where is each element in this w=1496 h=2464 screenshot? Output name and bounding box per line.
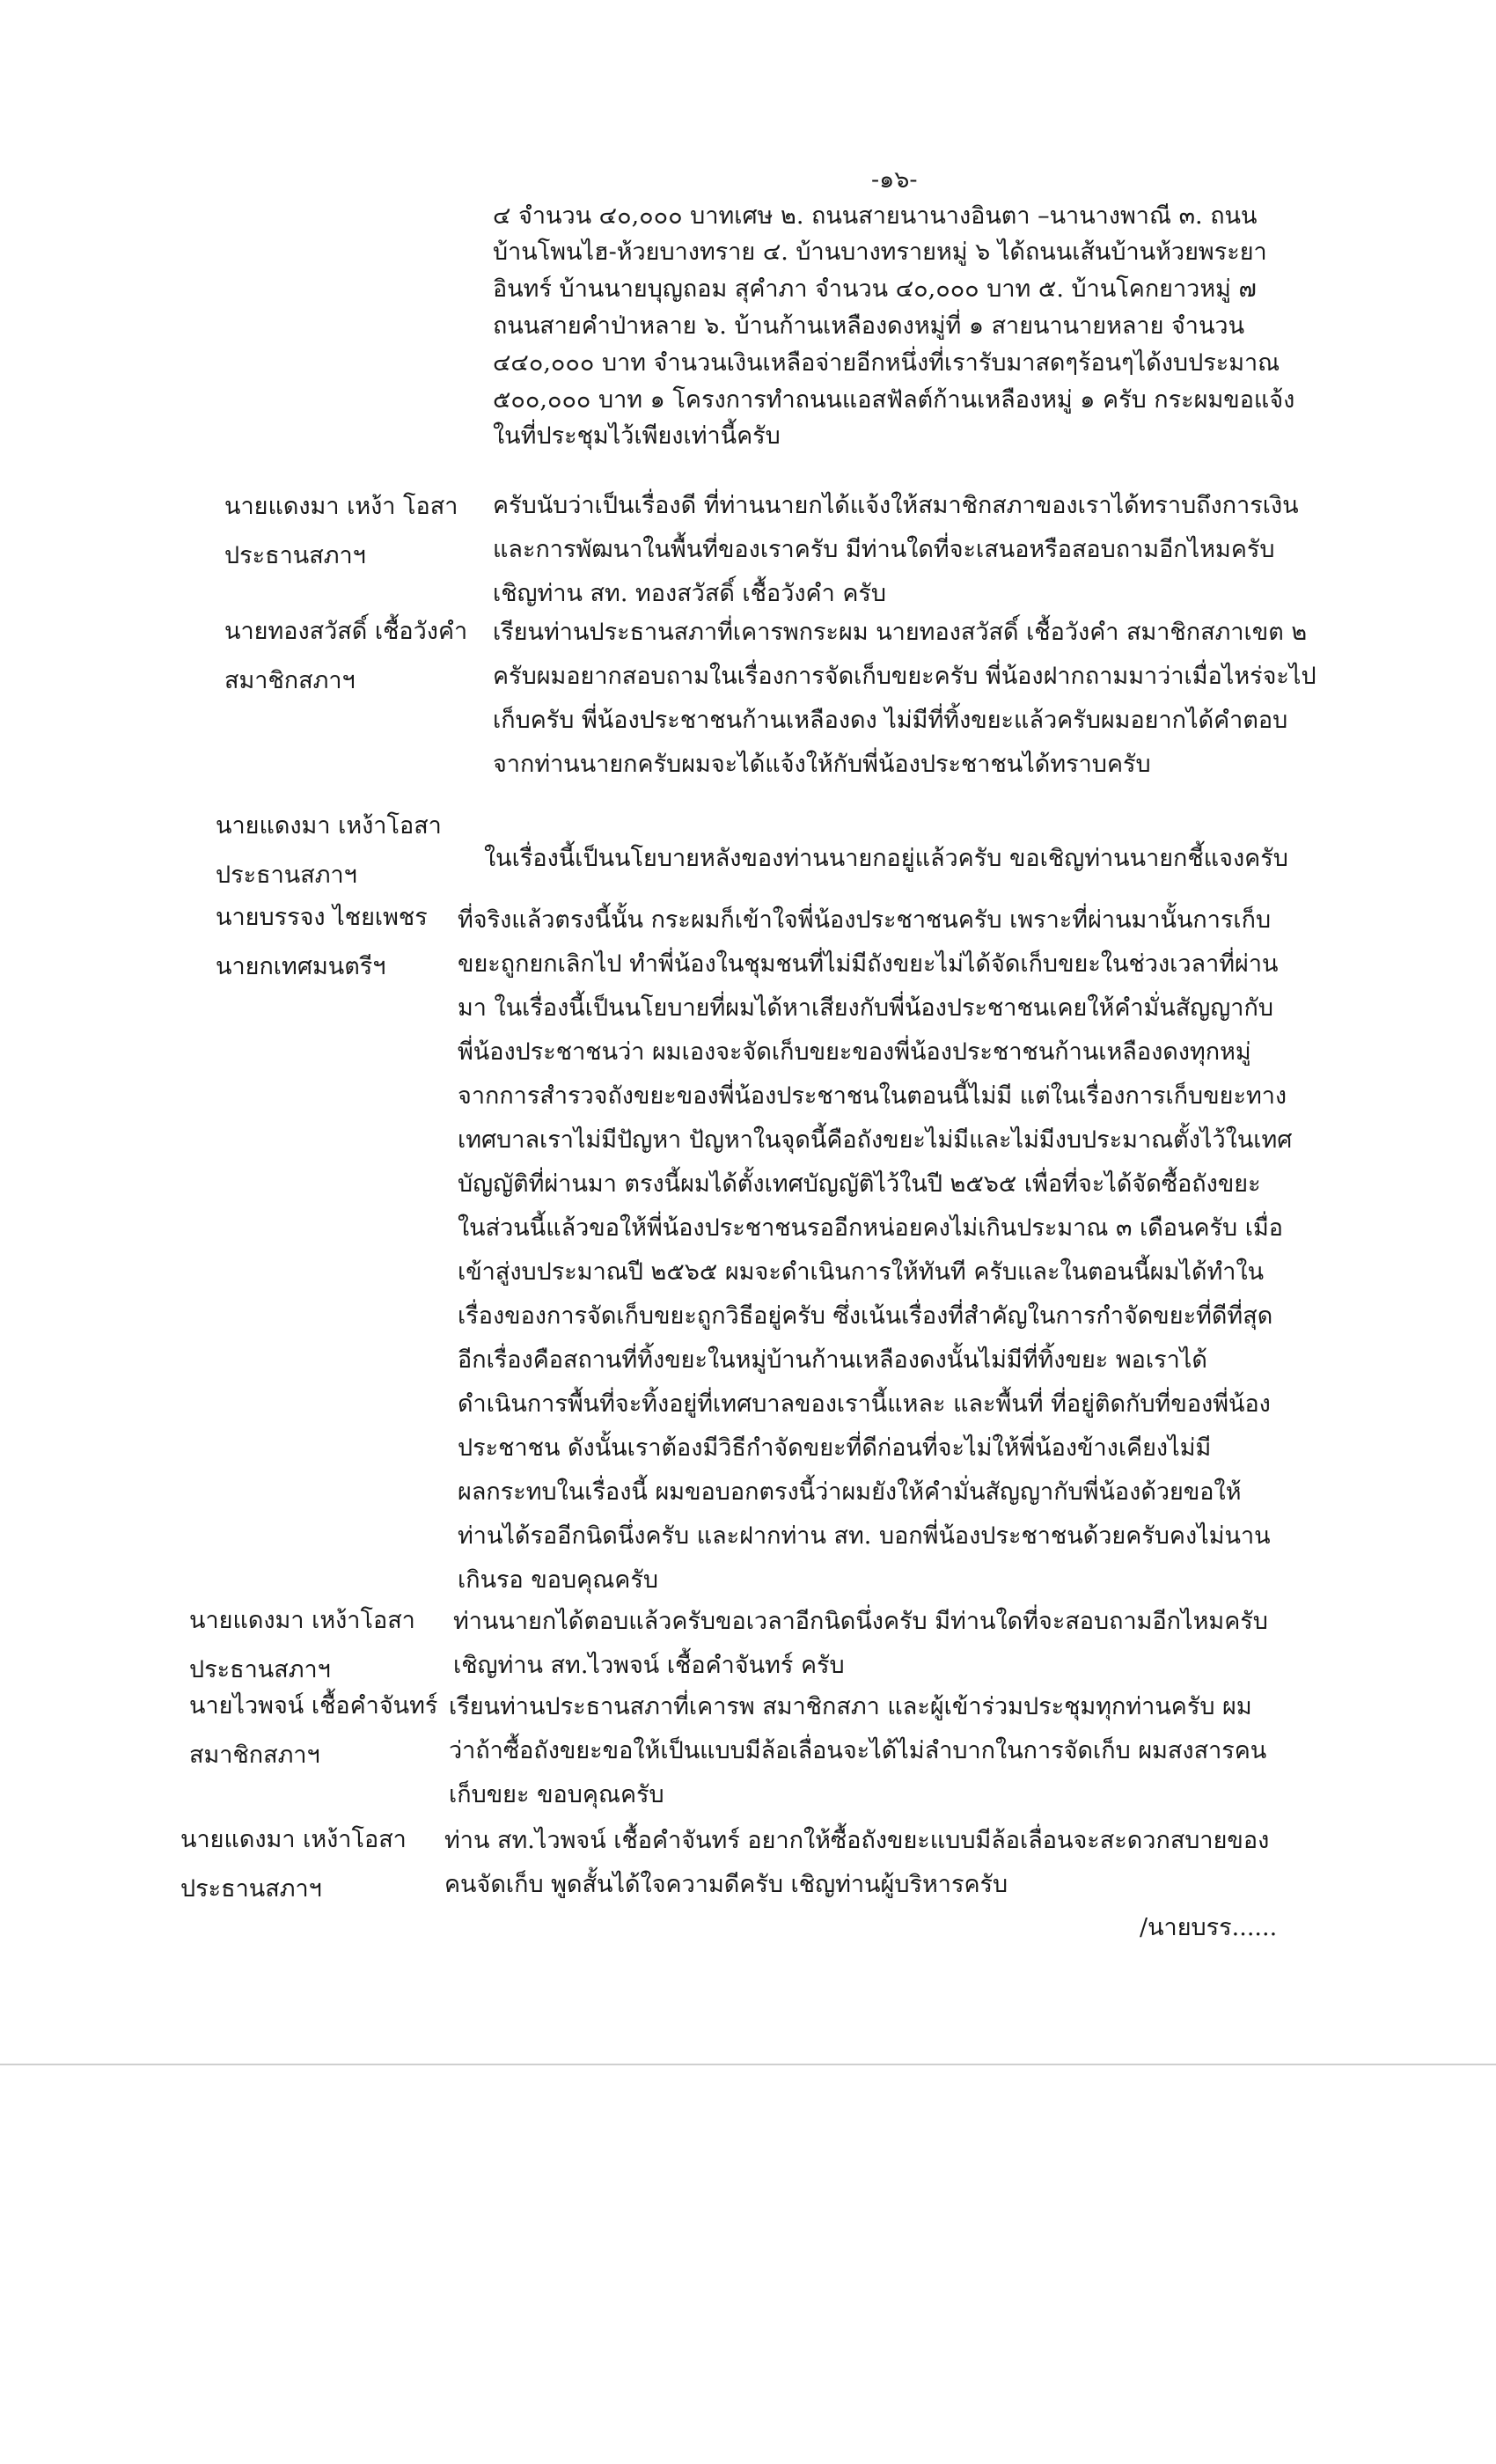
speech-line: ท่าน สท.ไวพจน์ เชื้อคำจันทร์ อยากให้ซื้อถังขยะแบบมีล้อเลื่อนจะสะดวกสบายของ	[444, 1827, 1270, 1854]
speaker-name-line: นายแดงมา เหง้าโอสา	[216, 812, 442, 840]
speech-line: ประชาชน ดังนั้นเราต้องมีวิธีกำจัดขยะที่ดีก่อนที่จะไม่ให้พี่น้องข้างเคียงไม่มี	[458, 1434, 1212, 1462]
speech-line: ในส่วนนี้แล้วขอให้พี่น้องประชาชนรออีกหน่อยคงไม่เกินประมาณ ๓ เดือนครับ เมื่อ	[458, 1214, 1283, 1242]
speech-line: ว่าถ้าซื้อถังขยะขอให้เป็นแบบมีล้อเลื่อนจะได้ไม่ลำบากในการจัดเก็บ ผมสงสารคน	[449, 1737, 1267, 1764]
speech-text	[453, 1600, 1268, 1688]
speech-line: จากการสำรวจถังขยะของพี่น้องประชาชนในตอนนี้ไม่มี แต่ในเรื่องการเก็บขยะทาง	[458, 1082, 1287, 1110]
speech-line: เรียนท่านประธานสภาที่เคารพ สมาชิกสภา และผู้เข้าร่วมประชุมทุกท่านครับ ผม	[449, 1693, 1252, 1720]
speech-line: เรื่องของการจัดเก็บขยะถูกวิธีอยู่ครับ ซึ่งเน้นเรื่องที่สำคัญในการกำจัดขยะที่ดีที่สุด	[458, 1302, 1273, 1330]
speech-line: ท่านนายกได้ตอบแล้วครับขอเวลาอีกนิดนึ่งครับ มีท่านใดที่จะสอบถามอีกไหมครับ	[453, 1608, 1268, 1635]
speech-line: เทศบาลเราไม่มีปัญหา ปัญหาในจุดนี้คือถังขยะไม่มีและไม่มีงบประมาณตั้งไว้ในเทศ	[458, 1126, 1293, 1154]
speech-line: พี่น้องประชาชนว่า ผมเองจะจัดเก็บขยะของพี่น้องประชาชนก้านเหลืองดงทุกหมู่	[458, 1038, 1251, 1066]
speaker-name-line: นายไวพจน์ เชื้อคำจันทร์	[189, 1692, 438, 1720]
speech-line: เชิญท่าน สท.ไวพจน์ เชื้อคำจันทร์ ครับ	[453, 1652, 845, 1679]
speech-text	[493, 611, 1316, 787]
speaker-role: สมาชิกสภาฯ	[224, 667, 356, 694]
speech-line: เก็บขยะ ขอบคุณครับ	[449, 1781, 664, 1808]
lead-line: ๔๔๐,๐๐๐ บาท จำนวนเงินเหลือจ่ายอีกหนึ่งที่เรารับมาสดๆร้อนๆได้งบประมาณ	[493, 349, 1280, 377]
speech-line: ที่จริงแล้วตรงนี้นั้น กระผมก็เข้าใจพี่น้องประชาชนครับ เพราะที่ผ่านมานั้นการเก็บ	[458, 906, 1272, 934]
speaker-name	[216, 802, 442, 900]
lead-line: ๔ จำนวน ๔๐,๐๐๐ บาทเศษ ๒. ถนนสายนานางอินตา –นานางพาณี ๓. ถนน	[493, 202, 1258, 230]
next-page-marker: /นายบรร......	[1140, 1914, 1278, 1941]
speaker-name-line: นายแดงมา เหง้าโอสา	[189, 1607, 415, 1634]
speech-line: เกินรอ ขอบคุณครับ	[458, 1566, 658, 1594]
speaker-role: ประธานสภาฯ	[180, 1875, 322, 1903]
speech-line: ขยะถูกยกเลิกไป ทำพี่น้องในชุมชนที่ไม่มีถังขยะไม่ได้จัดเก็บขยะในช่วงเวลาที่ผ่าน	[458, 950, 1279, 978]
speech-line: ครับนับว่าเป็นเรื่องดี ที่ท่านนายกได้แจ้งให้สมาชิกสภาของเราได้ทราบถึงการเงิน	[493, 492, 1299, 519]
speech-line: จากท่านนายกครับผมจะได้แจ้งให้กับพี่น้องประชาชนได้ทราบครับ	[493, 751, 1151, 778]
lead-line: ๕๐๐,๐๐๐ บาท ๑ โครงการทำถนนแอสฟัลต์ก้านเหลืองหมู่ ๑ ครับ กระผมขอแจ้ง	[493, 386, 1295, 414]
speech-line: ผลกระทบในเรื่องนี้ ผมขอบอกตรงนี้ว่าผมยังให้คำมั่นสัญญากับพี่น้องด้วยขอให้	[458, 1478, 1242, 1506]
lead-line: อินทร์ บ้านนายบุญถอม สุคำภา จำนวน ๔๐,๐๐๐ บาท ๕. บ้านโคกยาวหมู่ ๗	[493, 275, 1257, 303]
speaker-name	[216, 893, 428, 992]
speaker-role: ประธานสภาฯ	[216, 862, 357, 889]
lead-line: ในที่ประชุมไว้เพียงเท่านี้ครับ	[493, 422, 781, 450]
scan-edge-divider	[0, 2064, 1496, 2065]
speaker-role: สมาชิกสภาฯ	[189, 1742, 320, 1769]
speech-line: เก็บครับ พี่น้องประชาชนก้านเหลืองดง ไม่มีที่ทิ้งขยะแล้วครับผมอยากได้คำตอบ	[493, 707, 1288, 734]
speaker-name	[189, 1596, 415, 1695]
speech-line: เชิญท่าน สท. ทองสวัสดิ์ เชื้อวังคำ ครับ	[493, 580, 887, 607]
speaker-name	[224, 607, 467, 706]
speaker-name	[189, 1682, 437, 1780]
lead-line: บ้านโพนไฮ-ห้วยบางทราย ๔. บ้านบางทรายหมู่ ๖ ได้ถนนเส้นบ้านห้วยพระยา	[493, 238, 1267, 266]
speaker-name	[180, 1815, 407, 1914]
speech-text	[444, 1819, 1269, 1907]
speech-line: ดำเนินการพื้นที่จะทิ้งอยู่ที่เทศบาลของเรานี้แหละ และพื้นที่ ที่อยู่ติดกับที่ของพี่น้อง	[458, 1390, 1271, 1418]
speech-line: คนจัดเก็บ พูดสั้นได้ใจความดีครับ เชิญท่านผู้บริหารครับ	[444, 1871, 1008, 1898]
speaker-name	[224, 482, 458, 581]
speech-line: ครับผมอยากสอบถามในเรื่องการจัดเก็บขยะครับ พี่น้องฝากถามมาว่าเมื่อไหร่จะไป	[493, 663, 1316, 690]
speech-line: และการพัฒนาในพื้นที่ของเราครับ มีท่านใดที่จะเสนอหรือสอบถามอีกไหมครับ	[493, 536, 1275, 563]
speaker-name-line: นายบรรจง ไชยเพชร	[216, 904, 428, 931]
speech-line: เรียนท่านประธานสภาที่เคารพกระผม นายทองสวัสดิ์ เชื้อวังคำ สมาชิกสภาเขต ๒	[493, 619, 1308, 646]
speaker-name-line: นายทองสวัสดิ์ เชื้อวังคำ	[224, 618, 468, 645]
speech-text	[493, 484, 1299, 616]
speech-text	[449, 1685, 1266, 1817]
speech-line: เข้าสู่งบประมาณปี ๒๕๖๕ ผมจะดำเนินการให้ทันที ครับและในตอนนี้ผมได้ทำใน	[458, 1258, 1265, 1286]
speech-line: อีกเรื่องคือสถานที่ทิ้งขยะในหมู่บ้านก้านเหลืองดงนั้นไม่มีที่ทิ้งขยะ พอเราได้	[458, 1346, 1207, 1374]
speech-text	[484, 837, 1288, 881]
page-number: -๑๖-	[871, 166, 918, 194]
speaker-role: ประธานสภาฯ	[224, 542, 366, 569]
speaker-name-line: นายแดงมา เหง้าโอสา	[180, 1826, 407, 1853]
speech-line: มา ในเรื่องนี้เป็นนโยบายที่ผมได้หาเสียงกับพี่น้องประชาชนเคยให้คำมั่นสัญญากับ	[458, 994, 1273, 1022]
speaker-role: นายกเทศมนตรีฯ	[216, 953, 386, 980]
speaker-name-line: นายแดงมา เหง้า โอสา	[224, 493, 458, 520]
speaker-role: ประธานสภาฯ	[189, 1656, 331, 1683]
lead-line: ถนนสายคำป่าหลาย ๖. บ้านก้านเหลืองดงหมู่ที่ ๑ สายนานายหลาย จำนวน	[493, 312, 1245, 340]
speech-line: ในเรื่องนี้เป็นนโยบายหลังของท่านนายกอยู่แล้วครับ ขอเชิญท่านนายกชี้แจงครับ	[484, 845, 1288, 872]
speech-text	[458, 898, 1292, 1602]
speech-line: ท่านได้รออีกนิดนึ่งครับ และฝากท่าน สท. บอกพี่น้องประชาชนด้วยครับคงไม่นาน	[458, 1522, 1271, 1550]
speech-line: บัญญัติที่ผ่านมา ตรงนี้ผมได้ตั้งเทศบัญญัติไว้ในปี ๒๕๖๕ เพื่อที่จะได้จัดซื้อถังขยะ	[458, 1170, 1261, 1198]
